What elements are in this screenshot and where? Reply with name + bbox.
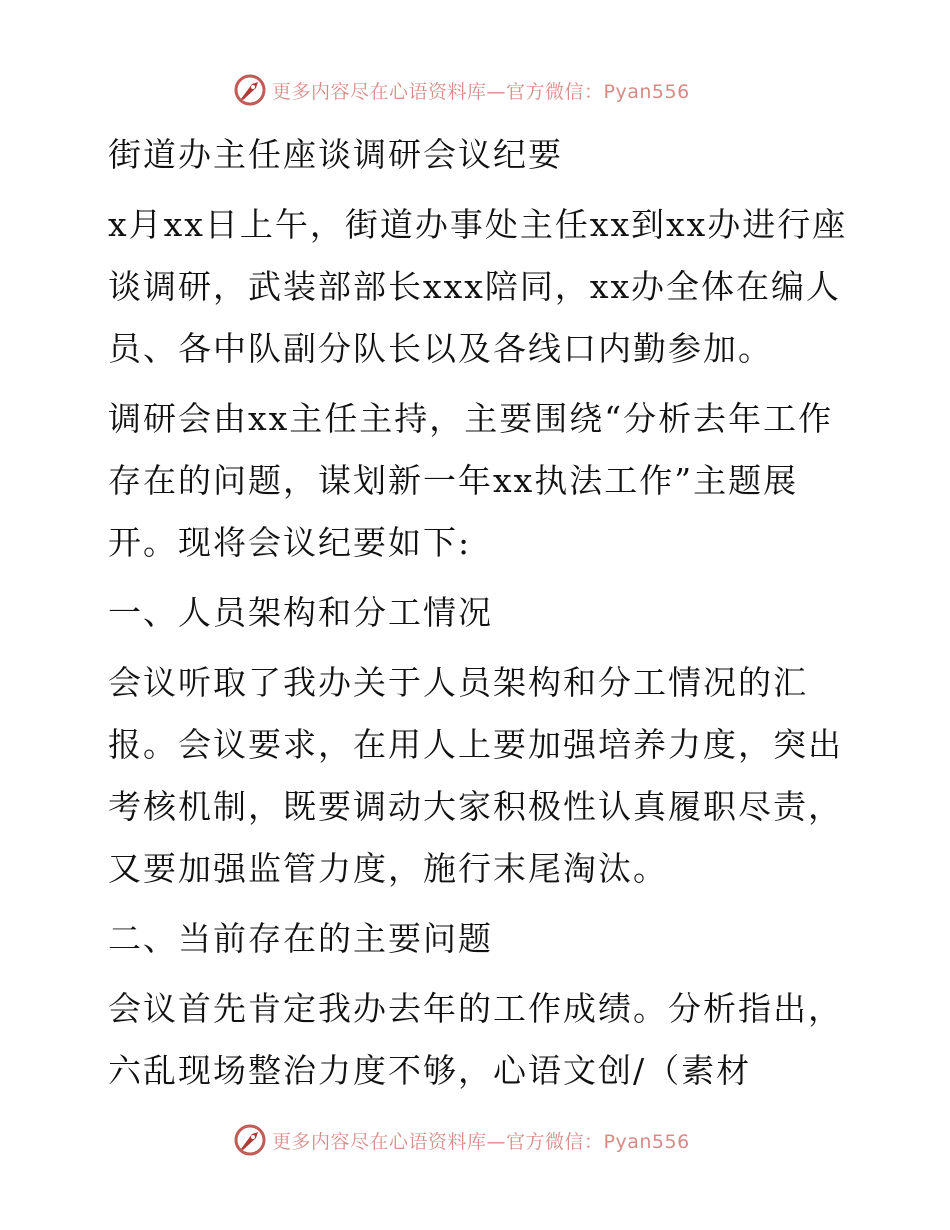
paragraph: 会议听取了我办关于人员架构和分工情况的汇报。会议要求，在用人上要加强培养力度，突出考核机制，既要调动大家积极性认真履职尽责，又要加强监管力度，施行末尾淘汰。 bbox=[108, 663, 843, 888]
footer-watermark bbox=[232, 1120, 732, 1160]
paragraph: 会议首先肯定我办去年的工作成绩。分析指出，六乱现场整治力度不够，心语文创/（素材 bbox=[108, 989, 843, 1090]
pen-nib-circle-icon bbox=[232, 72, 268, 108]
header-watermark bbox=[232, 70, 732, 110]
pen-nib-circle-icon bbox=[232, 1122, 268, 1158]
header-watermark-text: 更多内容尽在心语资料库—官方微信：Pyan556 bbox=[272, 80, 690, 103]
paragraph: 调研会由xx主任主持，主要围绕“分析去年工作存在的问题，谋划新一年xx执法工作”主题展开。现将会议纪要如下: bbox=[108, 399, 834, 562]
document-title: 街道办主任座谈调研会议纪要 bbox=[108, 135, 563, 174]
document-body bbox=[96, 124, 856, 1102]
section-heading: 一、人员架构和分工情况 bbox=[108, 593, 493, 632]
footer-watermark-text: 更多内容尽在心语资料库—官方微信：Pyan556 bbox=[272, 1130, 690, 1153]
section-heading: 二、当前存在的主要问题 bbox=[108, 919, 493, 958]
paragraph: x月xx日上午，街道办事处主任xx到xx办进行座谈调研，武装部部长xxx陪同，xx办全体在编人员、各中队副分队长以及各线口内勤参加。 bbox=[108, 205, 848, 368]
